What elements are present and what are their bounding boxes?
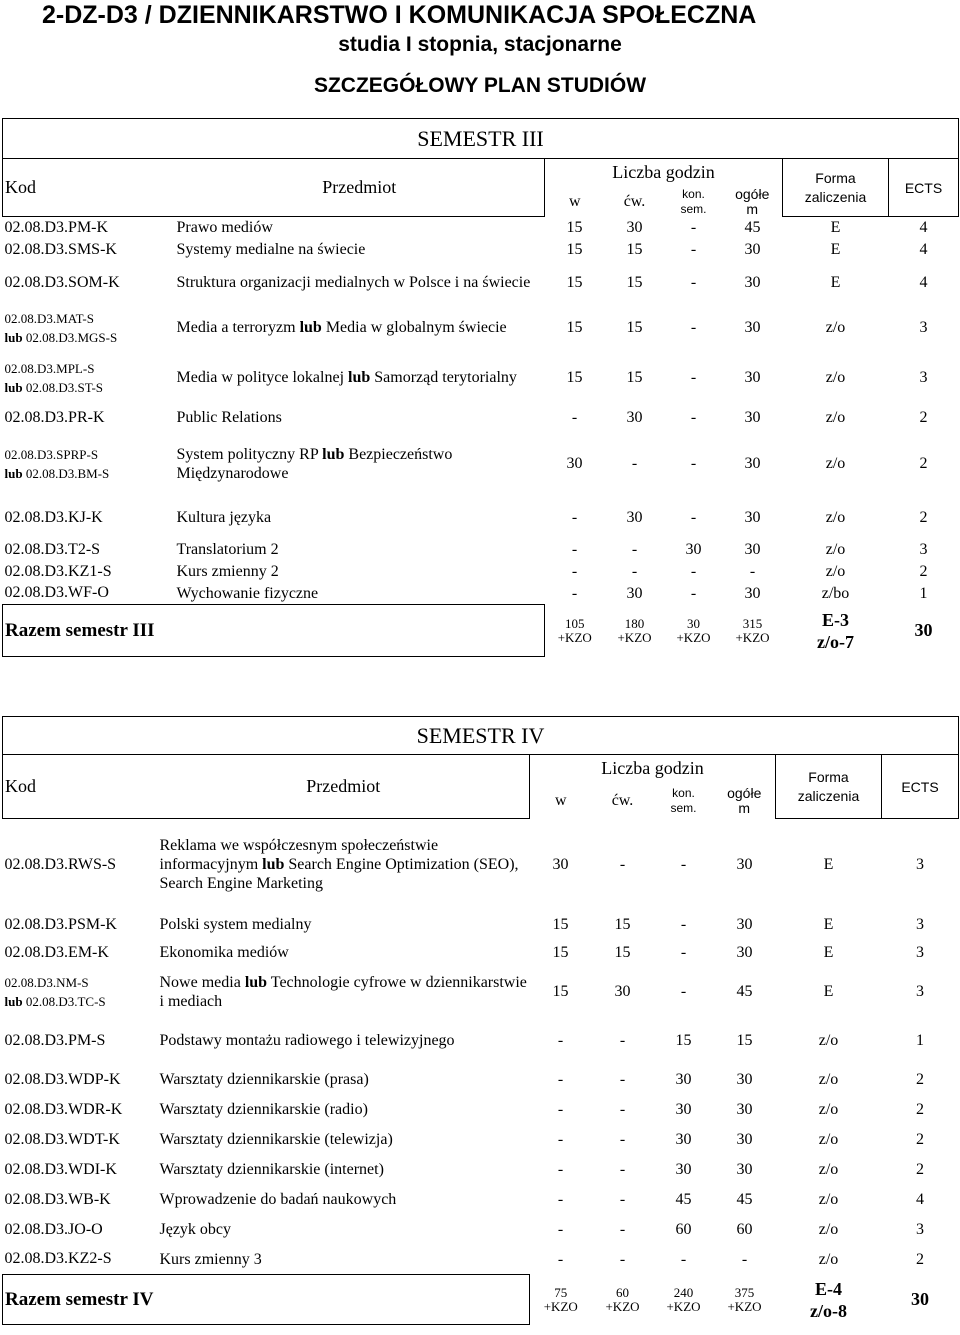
course-name: Prawo mediów <box>176 219 273 237</box>
hours-lecture: 30 <box>552 855 569 873</box>
total-ogolem: 375 +KZO <box>727 1284 762 1314</box>
hours-exercise: - <box>619 1130 626 1148</box>
col-forma: Forma zaliczenia <box>776 755 882 819</box>
course-code: 02.08.D3.WDP-K <box>4 1070 121 1088</box>
course-code: 02.08.D3.MAT-S lub 02.08.D3.MGS-S <box>4 310 118 345</box>
hours-seminar: - <box>680 1250 687 1268</box>
course-row <box>3 819 959 911</box>
ects-points: 2 <box>919 408 928 426</box>
hours-exercise: - <box>631 454 638 472</box>
hours-lecture: 30 <box>566 454 583 472</box>
page-subtitle: studia I stopnia, stacjonarne <box>338 33 622 56</box>
assessment-form: z/o <box>818 1160 839 1178</box>
hours-seminar: - <box>690 368 697 386</box>
hours-total: 30 <box>744 454 761 472</box>
course-name: Warsztaty dziennikarskie (prasa) <box>159 1071 369 1088</box>
hours-exercise: 30 <box>626 584 643 602</box>
ects-points: 3 <box>916 982 924 1000</box>
course-code: 02.08.D3.JO-O <box>4 1220 103 1238</box>
page-title: 2-DZ-D3 / DZIENNIKARSTWO I KOMUNIKACJA SPOŁECZNA <box>42 1 757 29</box>
course-row <box>3 939 959 967</box>
hours-exercise: 15 <box>626 240 643 258</box>
ects-points: 2 <box>916 1160 924 1178</box>
ects-points: 2 <box>916 1130 924 1148</box>
assessment-form: E <box>830 273 841 291</box>
ects-points: 4 <box>919 273 928 291</box>
ects-points: 2 <box>919 508 928 526</box>
hours-lecture: - <box>557 1250 564 1268</box>
ects-points: 3 <box>919 368 928 386</box>
ects-points: 3 <box>919 540 928 558</box>
hours-total: 30 <box>744 408 761 426</box>
hours-seminar: 30 <box>675 1070 692 1088</box>
hours-seminar: - <box>690 562 697 580</box>
course-name: Ekonomika mediów <box>159 944 289 961</box>
ects-points: 1 <box>916 1031 924 1049</box>
course-code: 02.08.D3.WDT-K <box>4 1130 120 1148</box>
course-row <box>3 583 959 605</box>
hours-total: 45 <box>736 982 753 1000</box>
assessment-form: z/o <box>818 1031 839 1049</box>
course-code: 02.08.D3.WDR-K <box>4 1100 123 1118</box>
course-row <box>3 1215 959 1245</box>
hours-exercise: 30 <box>626 508 643 526</box>
assessment-form: z/o <box>818 1130 839 1148</box>
hours-lecture: - <box>571 408 578 426</box>
course-name: Warsztaty dziennikarskie (radio) <box>159 1101 368 1118</box>
hours-seminar: - <box>680 855 687 873</box>
course-code: 02.08.D3.KZ1-S <box>4 562 112 580</box>
course-row <box>3 1155 959 1185</box>
assessment-form: z/o <box>818 1220 839 1238</box>
hours-total: 30 <box>736 1130 753 1148</box>
hours-seminar: - <box>690 454 697 472</box>
course-code: 02.08.D3.WF-O <box>4 584 109 602</box>
assessment-form: E <box>830 240 841 258</box>
col-kod: Kod <box>3 159 175 217</box>
assessment-form: E <box>823 915 834 933</box>
col-ogolem: ogółe m <box>727 784 762 816</box>
col-liczba-godzin: Liczba godzin <box>530 755 776 783</box>
total-kon: 30 +KZO <box>676 615 711 645</box>
hours-lecture: 15 <box>566 318 583 336</box>
assessment-form: z/o <box>818 1250 839 1268</box>
col-kod: Kod <box>3 755 158 819</box>
hours-total: 30 <box>736 1160 753 1178</box>
hours-lecture: - <box>571 540 578 558</box>
ects-points: 3 <box>916 855 924 873</box>
course-name: System polityczny RP lub Bezpieczeństwo Międzynarodowe <box>176 445 453 482</box>
course-row <box>3 1245 959 1275</box>
hours-total: 30 <box>736 915 753 933</box>
hours-exercise: - <box>619 1220 626 1238</box>
course-name: Systemy medialne na świecie <box>176 241 366 258</box>
hours-seminar: - <box>690 508 697 526</box>
ects-points: 4 <box>919 218 928 236</box>
hours-exercise: - <box>619 1031 626 1049</box>
course-row <box>3 967 959 1017</box>
hours-seminar: 30 <box>675 1130 692 1148</box>
assessment-form: z/o <box>825 508 846 526</box>
course-name: Translatorium 2 <box>176 541 279 558</box>
hours-total: 30 <box>736 943 753 961</box>
course-row <box>3 497 959 539</box>
course-code: 02.08.D3.SOM-K <box>4 273 120 291</box>
course-name: Warsztaty dziennikarskie (internet) <box>159 1161 384 1178</box>
hours-total: 30 <box>744 584 761 602</box>
hours-seminar: - <box>690 584 697 602</box>
hours-lecture: - <box>557 1190 564 1208</box>
hours-exercise: 15 <box>626 318 643 336</box>
course-row <box>3 239 959 261</box>
assessment-form: E <box>823 855 834 873</box>
hours-seminar: - <box>680 915 687 933</box>
col-w: w <box>554 791 567 809</box>
col-ects: ECTS <box>882 755 959 819</box>
ects-points: 1 <box>919 584 928 602</box>
hours-exercise: - <box>619 1070 626 1088</box>
hours-total: 30 <box>736 1100 753 1118</box>
hours-seminar: - <box>680 943 687 961</box>
hours-lecture: - <box>571 562 578 580</box>
ects-points: 4 <box>916 1190 924 1208</box>
course-code: 02.08.D3.EM-K <box>4 943 109 961</box>
hours-exercise: 30 <box>614 982 631 1000</box>
hours-lecture: 15 <box>566 218 583 236</box>
hours-seminar: - <box>690 408 697 426</box>
hours-total: 30 <box>744 240 761 258</box>
hours-lecture: 15 <box>552 982 569 1000</box>
assessment-form: z/o <box>818 1100 839 1118</box>
col-kon-sem: kon. sem. <box>670 785 697 815</box>
assessment-form: E <box>823 982 834 1000</box>
course-name: Podstawy montażu radiowego i telewizyjnego <box>159 1032 455 1049</box>
col-cw: ćw. <box>611 791 634 809</box>
hours-exercise: 30 <box>626 408 643 426</box>
assessment-form: z/o <box>818 1190 839 1208</box>
course-code: 02.08.D3.SPRP-S lub 02.08.D3.BM-S <box>4 446 110 481</box>
semester-title: SEMESTR III <box>3 119 959 159</box>
semester-4-total <box>3 1275 959 1325</box>
hours-lecture: - <box>557 1130 564 1148</box>
col-liczba-godzin: Liczba godzin <box>545 159 783 187</box>
course-name: Reklama we współczesnym społeczeństwie informacyjnym lub Search Engine Optimization (SEO), Search Engine Marketing <box>159 837 519 893</box>
course-row <box>3 1095 959 1125</box>
assessment-form: z/o <box>825 408 846 426</box>
semester-4-table <box>2 716 959 1325</box>
hours-exercise: - <box>619 1190 626 1208</box>
hours-total: 45 <box>736 1190 753 1208</box>
course-code: 02.08.D3.MPL-S lub 02.08.D3.ST-S <box>4 360 104 395</box>
hours-seminar: 30 <box>675 1160 692 1178</box>
course-row <box>3 1065 959 1095</box>
hours-seminar: - <box>690 218 697 236</box>
hours-exercise: 30 <box>626 218 643 236</box>
course-row <box>3 261 959 305</box>
hours-exercise: - <box>619 1100 626 1118</box>
plan-title: SZCZEGÓŁOWY PLAN STUDIÓW <box>313 74 647 97</box>
col-kon-sem: kon. sem. <box>680 186 707 216</box>
hours-total: - <box>741 1250 748 1268</box>
course-name: Polski system medialny <box>159 916 312 933</box>
course-code: 02.08.D3.PR-K <box>4 408 105 426</box>
col-cw: ćw. <box>623 192 646 210</box>
hours-lecture: - <box>557 1100 564 1118</box>
total-label: Razem semestr III <box>3 605 545 657</box>
course-row <box>3 1125 959 1155</box>
course-name: Media a terroryzm lub Media w globalnym świecie <box>176 319 507 336</box>
course-name: Nowe media lub Technologie cyfrowe w dziennikarstwie i mediach <box>159 973 527 1010</box>
hours-lecture: - <box>557 1031 564 1049</box>
course-name: Struktura organizacji medialnych w Polsce i na świecie <box>176 274 531 291</box>
ects-points: 4 <box>919 240 928 258</box>
total-kon: 240 +KZO <box>666 1284 701 1314</box>
hours-seminar: - <box>680 982 687 1000</box>
semester-3-total <box>3 605 959 657</box>
assessment-form: z/o <box>825 540 846 558</box>
course-code: 02.08.D3.WDI-K <box>4 1160 117 1178</box>
ects-points: 3 <box>916 915 924 933</box>
hours-exercise: - <box>619 855 626 873</box>
course-row <box>3 431 959 497</box>
ects-points: 3 <box>916 1220 924 1238</box>
hours-total: 30 <box>736 855 753 873</box>
hours-exercise: - <box>631 562 638 580</box>
hours-exercise: 15 <box>614 915 631 933</box>
hours-seminar: 45 <box>675 1190 692 1208</box>
total-ects: 30 <box>914 620 933 640</box>
ects-points: 2 <box>916 1100 924 1118</box>
hours-total: 30 <box>744 318 761 336</box>
hours-seminar: 30 <box>685 540 702 558</box>
col-forma: Forma zaliczenia <box>783 159 889 217</box>
course-name: Wychowanie fizyczne <box>176 584 319 602</box>
hours-total: 30 <box>744 273 761 291</box>
course-code: 02.08.D3.NM-S lub 02.08.D3.TC-S <box>4 974 106 1009</box>
total-cw: 60 +KZO <box>605 1284 640 1314</box>
course-row <box>3 351 959 405</box>
hours-seminar: - <box>690 318 697 336</box>
hours-lecture: - <box>557 1070 564 1088</box>
assessment-form: z/o <box>825 368 846 386</box>
semester-4-rows <box>3 819 959 1275</box>
hours-total: 60 <box>736 1220 753 1238</box>
semester-title: SEMESTR IV <box>3 717 959 755</box>
total-ects: 30 <box>911 1289 929 1309</box>
assessment-form: z/o <box>825 318 846 336</box>
course-row <box>3 1017 959 1065</box>
course-code: 02.08.D3.PM-S <box>4 1031 106 1049</box>
course-code: 02.08.D3.WB-K <box>4 1190 111 1208</box>
course-code: 02.08.D3.RWS-S <box>4 855 117 873</box>
assessment-form: z/o <box>825 454 846 472</box>
col-ogolem: ogółe m <box>735 186 770 217</box>
hours-seminar: - <box>690 273 697 291</box>
hours-exercise: - <box>619 1250 626 1268</box>
course-row <box>3 217 959 239</box>
hours-exercise: 15 <box>626 368 643 386</box>
assessment-form: z/bo <box>821 584 850 602</box>
course-name: Kurs zmienny 2 <box>176 563 279 580</box>
hours-lecture: 15 <box>566 240 583 258</box>
hours-lecture: 15 <box>566 368 583 386</box>
hours-lecture: 15 <box>566 273 583 291</box>
course-code: 02.08.D3.T2-S <box>4 540 101 558</box>
assessment-form: z/o <box>818 1070 839 1088</box>
hours-total: 45 <box>744 218 761 236</box>
hours-lecture: - <box>571 584 578 602</box>
course-name: Kurs zmienny 3 <box>159 1250 262 1268</box>
ects-points: 2 <box>916 1070 924 1088</box>
total-ogolem: 315 +KZO <box>735 615 770 645</box>
course-row <box>3 561 959 583</box>
course-row <box>3 539 959 561</box>
course-name: Warsztaty dziennikarskie (telewizja) <box>159 1131 393 1148</box>
hours-exercise: 15 <box>614 943 631 961</box>
assessment-form: z/o <box>825 562 846 580</box>
ects-points: 3 <box>916 943 924 961</box>
course-code: 02.08.D3.KZ2-S <box>4 1250 112 1268</box>
col-przedmiot: Przedmiot <box>158 755 530 819</box>
hours-lecture: - <box>571 508 578 526</box>
course-name: Język obcy <box>159 1221 232 1238</box>
total-forma: E-4 z/o-8 <box>810 1278 847 1321</box>
course-row <box>3 305 959 351</box>
course-name: Public Relations <box>176 409 282 426</box>
course-code: 02.08.D3.SMS-K <box>4 240 117 258</box>
semester-3-table <box>2 118 959 657</box>
course-name: Media w polityce lokalnej lub Samorząd terytorialny <box>176 369 517 386</box>
hours-lecture: 15 <box>552 943 569 961</box>
hours-total: 15 <box>736 1031 753 1049</box>
hours-seminar: 30 <box>675 1100 692 1118</box>
hours-exercise: - <box>631 540 638 558</box>
total-cw: 180 +KZO <box>617 615 652 645</box>
total-w: 105 +KZO <box>557 615 592 645</box>
total-label: Razem semestr IV <box>3 1275 530 1325</box>
course-row <box>3 1185 959 1215</box>
total-w: 75 +KZO <box>543 1284 578 1314</box>
semester-3-rows <box>3 217 959 605</box>
hours-lecture: 15 <box>552 915 569 933</box>
total-forma: E-3 z/o-7 <box>817 609 854 652</box>
course-code: 02.08.D3.PM-K <box>4 218 109 236</box>
course-row <box>3 911 959 939</box>
hours-total: 30 <box>744 508 761 526</box>
hours-total: 30 <box>744 368 761 386</box>
assessment-form: E <box>830 218 841 236</box>
col-przedmiot: Przedmiot <box>175 159 545 217</box>
hours-total: - <box>749 562 756 580</box>
course-name: Kultura języka <box>176 509 272 526</box>
hours-lecture: - <box>557 1160 564 1178</box>
hours-exercise: - <box>619 1160 626 1178</box>
course-code: 02.08.D3.PSM-K <box>4 915 117 933</box>
hours-exercise: 15 <box>626 273 643 291</box>
hours-seminar: 15 <box>675 1031 692 1049</box>
hours-seminar: - <box>690 240 697 258</box>
ects-points: 3 <box>919 318 928 336</box>
course-row <box>3 405 959 431</box>
assessment-form: E <box>823 943 834 961</box>
col-w: w <box>568 192 581 210</box>
course-name: Wprowadzenie do badań naukowych <box>159 1191 397 1208</box>
hours-total: 30 <box>744 540 761 558</box>
hours-lecture: - <box>557 1220 564 1238</box>
ects-points: 2 <box>919 562 928 580</box>
hours-total: 30 <box>736 1070 753 1088</box>
ects-points: 2 <box>919 454 928 472</box>
course-code: 02.08.D3.KJ-K <box>4 508 103 526</box>
col-ects: ECTS <box>889 159 959 217</box>
hours-seminar: 60 <box>675 1220 692 1238</box>
ects-points: 2 <box>916 1250 924 1268</box>
